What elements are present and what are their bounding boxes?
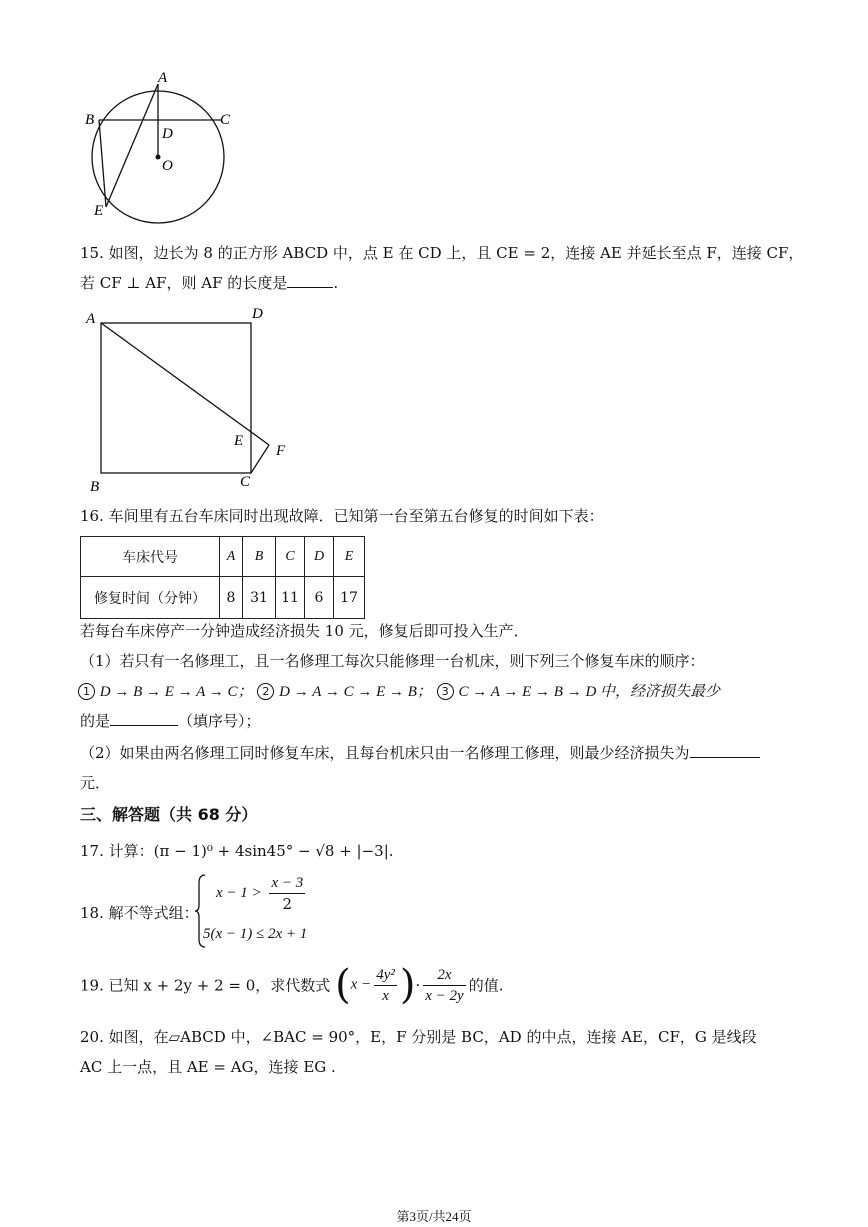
order2-number: 2 — [257, 683, 274, 700]
q18-ineq1 — [216, 873, 308, 914]
q19-frac1-den: x — [382, 987, 389, 1004]
q19 — [80, 962, 503, 1008]
q19-paren-left: x − — [350, 976, 372, 993]
q16-part2-blank[interactable] — [690, 743, 760, 758]
label-c: C — [220, 112, 231, 128]
square-figure — [80, 303, 300, 498]
q20-line2: AC 上一点，且 AE = AG，连接 EG . — [80, 1058, 336, 1076]
q16-part1-blank[interactable] — [110, 711, 178, 726]
label-o: O — [162, 158, 173, 174]
table-code-a: A — [220, 537, 243, 577]
q16-part2-text: （2）如果由两名修理工同时修复车床，且每台机床只由一名修理工修理，则最少经济损失为 — [80, 744, 690, 762]
q19-frac2-num: 2x — [423, 965, 465, 986]
table-time-label: 修复时间（分钟） — [81, 577, 220, 619]
q18-fraction — [269, 873, 305, 914]
q19-dot: · — [415, 976, 421, 994]
q16-note: 若每台车床停产一分钟造成经济损失 10 元，修复后即可投入生产． — [80, 622, 529, 640]
label-e: E — [94, 203, 104, 219]
order3: C → A → E → B → D 中，经济损失最少 — [458, 684, 721, 700]
q19-frac1-num: 4y² — [374, 965, 397, 986]
segment-af — [101, 323, 269, 445]
circle-figure — [80, 70, 250, 230]
q19-label: 19. 已知 x + 2y + 2 = 0，求代数式 — [80, 976, 331, 995]
table-time-b: 31 — [243, 577, 276, 619]
q15-line2-text: 若 CF ⊥ AF，则 AF 的长度是 — [80, 274, 288, 292]
sq-label-d: D — [252, 306, 263, 322]
q16-part1: （1）若只有一名修理工，且一名修理工每次只能修理一台机床，则下列三个修复车床的顺序： — [80, 652, 705, 670]
q19-frac1 — [374, 965, 397, 1006]
q15-answer-blank[interactable] — [287, 273, 333, 288]
center-point — [156, 155, 161, 160]
q18-label: 18. 解不等式组： — [80, 904, 199, 922]
label-d: D — [162, 126, 173, 142]
q18-frac-den: 2 — [282, 895, 293, 913]
q16-intro: 16. 车间里有五台车床同时出现故障．已知第一台至第五台修复的时间如下表： — [80, 507, 604, 525]
q16-part1-hint: （填序号）； — [178, 712, 261, 730]
repair-time-table — [80, 536, 365, 619]
q16-part2-end: 元． — [80, 774, 111, 792]
label-b: B — [85, 112, 95, 128]
table-code-b: B — [243, 537, 276, 577]
table-time-d: 6 — [305, 577, 334, 619]
table-code-c: C — [276, 537, 305, 577]
page-footer: 第3页/共24页 — [396, 1209, 472, 1224]
q16-part1-end — [80, 710, 261, 732]
q16-part2 — [80, 742, 760, 764]
order3-number: 3 — [437, 683, 454, 700]
sq-label-e: E — [234, 433, 244, 449]
q15-line1: 15. 如图，边长为 8 的正方形 ABCD 中，点 E 在 CD 上，且 CE = 2，连接 AE 并延长至点 F，连接 CF， — [80, 244, 804, 262]
table-time-a: 8 — [220, 577, 243, 619]
table-code-e: E — [334, 537, 365, 577]
paren-open: ( — [335, 962, 351, 1008]
q16-part1-end-text: 的是 — [80, 712, 111, 730]
segment-cf — [251, 445, 269, 473]
q18-ineq1-left: x − 1 > — [216, 885, 262, 901]
table-time-e: 17 — [334, 577, 365, 619]
sq-label-f: F — [276, 443, 286, 459]
q17: 17. 计算：(π − 1)⁰ + 4sin45° − √8 + |−3|. — [80, 842, 394, 860]
q18-ineq2: 5(x − 1) ≤ 2x + 1 — [203, 926, 308, 942]
q20-line1: 20. 如图，在▱ABCD 中，∠BAC = 90°，E，F 分别是 BC，AD 的中点，连接 AE，CF，G 是线段 — [80, 1028, 757, 1046]
q19-tail: 的值. — [468, 976, 504, 995]
table-header-label: 车床代号 — [81, 537, 220, 577]
section-title: 三、解答题（共 68 分） — [80, 805, 258, 824]
table-time-c: 11 — [276, 577, 305, 619]
segment-ae — [106, 84, 158, 207]
paren-close: ) — [399, 962, 416, 1008]
label-a: A — [158, 70, 168, 86]
q19-frac2-den: x − 2y — [425, 987, 464, 1004]
order1-number: 1 — [78, 683, 95, 700]
sq-label-c: C — [240, 474, 251, 490]
square-abcd — [101, 323, 251, 473]
sq-label-a: A — [86, 311, 96, 327]
q15-line2-end: . — [333, 274, 339, 292]
order2: D → A → C → E → B； — [279, 684, 432, 700]
sq-label-b: B — [90, 479, 100, 495]
q18-frac-num: x − 3 — [269, 873, 305, 894]
q19-frac2 — [423, 965, 465, 1006]
q16-orders — [78, 680, 720, 703]
segment-be — [99, 120, 106, 207]
table-code-d: D — [305, 537, 334, 577]
q15-line2 — [80, 272, 338, 294]
order1: D → B → E → A → C； — [99, 684, 253, 700]
